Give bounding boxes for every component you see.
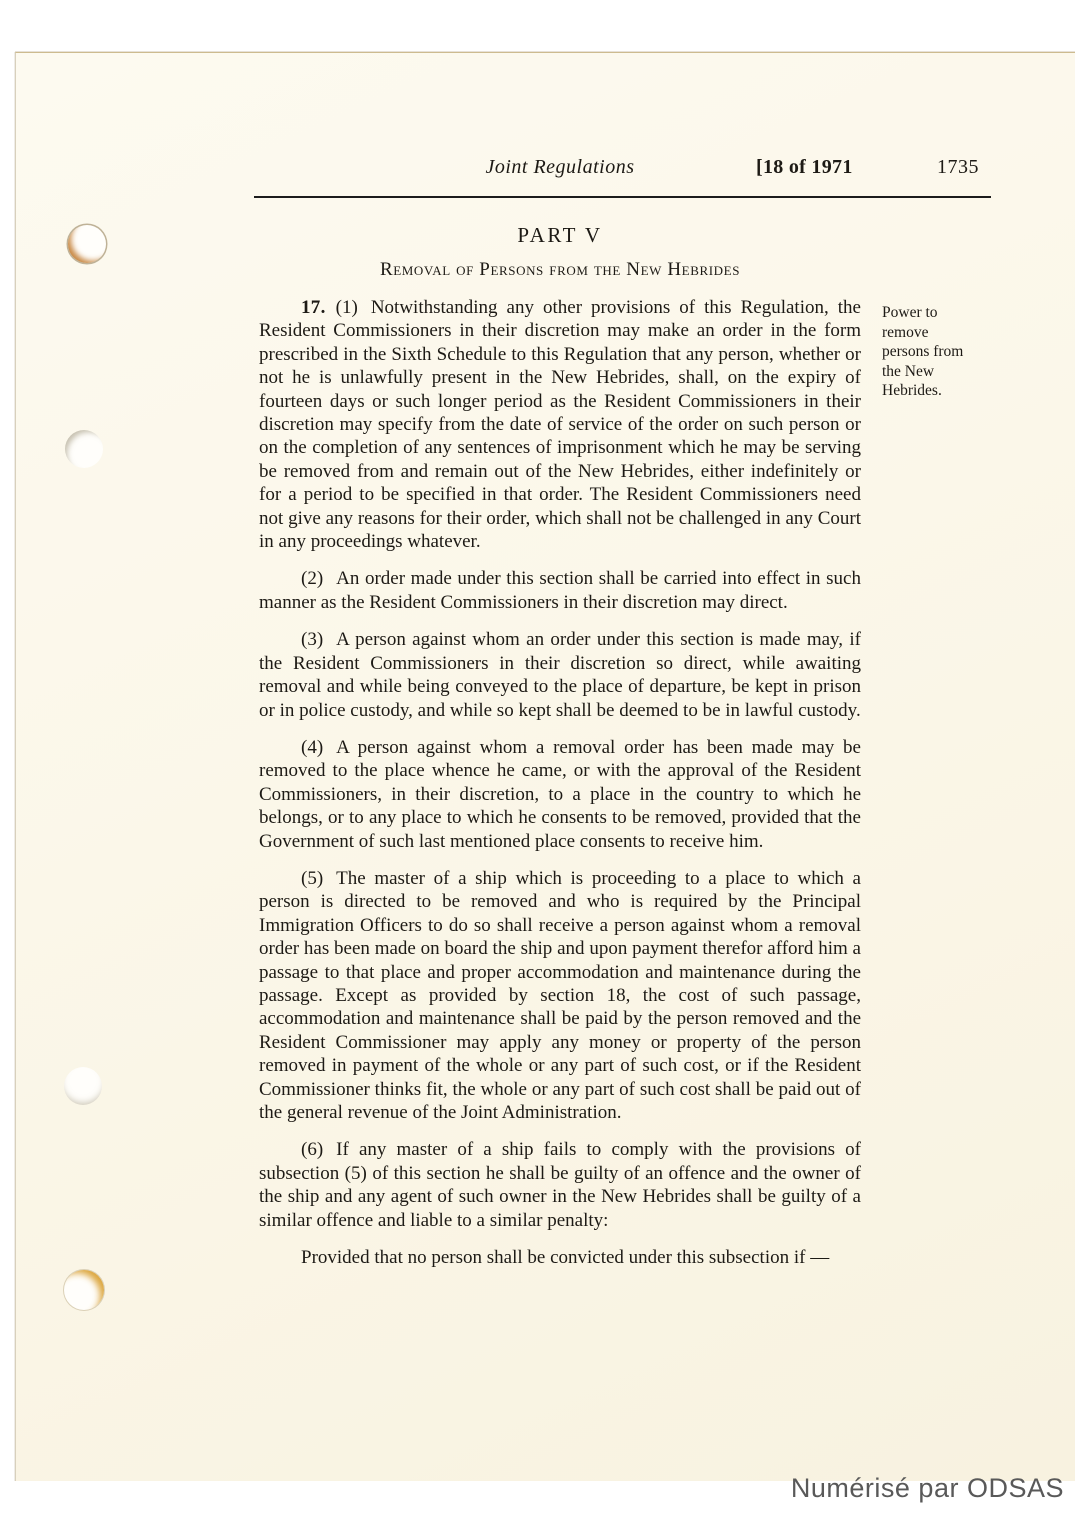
paragraph-proviso — [259, 1246, 861, 1269]
part-heading: PART V — [517, 223, 603, 247]
subsection-number: (6) — [301, 1139, 324, 1161]
paragraph-17-4 — [259, 736, 861, 853]
header-rule-divider — [254, 196, 991, 198]
section-number: 17. — [301, 297, 326, 318]
subsection-number: (1) — [335, 297, 358, 318]
margin-note: Power to remove persons from the New Hebrides. — [882, 304, 964, 399]
paragraph-17-6 — [259, 1138, 861, 1232]
paragraph-17-3 — [259, 628, 861, 722]
digitization-watermark: Numérisé par ODSAS — [790, 1473, 1064, 1503]
paragraph-text: An order made under this section shall be carried into effect in such manner as the Resident Commissioners in their discretion may direct. — [259, 568, 861, 613]
paragraph-text: A person against whom a removal order has been made may be removed to the place whence he came, or with the approval of the Resident Commissioners, in their discretion, to a place in the country to which he belongs, or to any place to which he consents to be removed, provided that the Government of such last mentioned place consents to receive him. — [259, 736, 861, 852]
running-header-title: Joint Regulations — [485, 156, 635, 178]
subsection-number: (5) — [301, 867, 324, 889]
paragraph-17-2 — [259, 567, 861, 614]
punch-hole — [65, 430, 103, 468]
paragraph-text: Provided that no person shall be convicted under this subsection if — — [301, 1247, 830, 1269]
paragraph-text: The master of a ship which is proceeding to a place to which a person is directed to be removed and who is required by the Principal Immigration Officers to do so shall receive a person against whom a removal order has been made on board the ship and upon payment therefor afford him a passage to that place and proper accommodation and maintenance during the passage. Except as provided by section 18, the cost of such passage, accommodation and maintenance shall be paid by the person removed and the Resident Commissioner may apply any money or property of the person removed in payment of the whole or any part of such cost, or if the Resident Commissioner thinks fit, the whole or any part of such cost shall be paid out of the general revenue of the Joint Administration. — [259, 867, 861, 1123]
part-subject-heading: Removal of Persons from the New Hebrides — [379, 259, 741, 280]
page-number: 1735 — [937, 156, 979, 178]
scanned-page-sheet — [15, 52, 1075, 1481]
paragraph-17-5 — [259, 867, 861, 1124]
paragraph-text: If any master of a ship fails to comply with the provisions of subsection (5) of this section he shall be guilty of an offence and the owner of the ship and any agent of such owner in the New Hebrides shall be guilty of a similar offence and liable to a similar penalty: — [259, 1139, 861, 1231]
paragraph-text: A person against whom an order under this section is made may, if the Resident Commissioners in their discretion so direct, while awaiting removal and while being conveyed to the place of departure, be kept in prison or in police custody, and while so kept shall be deemed to be in lawful custody. — [259, 629, 861, 721]
paragraph-17-1 — [259, 296, 861, 553]
punch-hole — [68, 225, 106, 263]
punch-hole — [64, 1067, 102, 1105]
regulation-reference: [18 of 1971 — [756, 156, 853, 178]
subsection-number: (2) — [301, 568, 324, 590]
subsection-number: (4) — [301, 736, 324, 758]
body-text-column — [259, 296, 861, 1269]
punch-hole — [64, 1270, 104, 1310]
subsection-number: (3) — [301, 629, 324, 651]
paragraph-text: Notwithstanding any other provisions of this Regulation, the Resident Commissioners in their discretion may make an order in the form prescribed in the Sixth Schedule to this Regulation that any person, whether or not he is unlawfully present in the New Hebrides, shall, on the expiry of fourteen days or such longer period as the Resident Commissioners in their discretion may specify from the date of service of the order on such person or on the completion of any sentences of imprisonment which he may be serving be removed from and remain out of the New Hebrides, either indefinitely or for a period to be specified in that order. The Resident Commissioners need not give any reasons for their order, which shall not be challenged in any Court in any proceedings whatever. — [259, 297, 861, 553]
